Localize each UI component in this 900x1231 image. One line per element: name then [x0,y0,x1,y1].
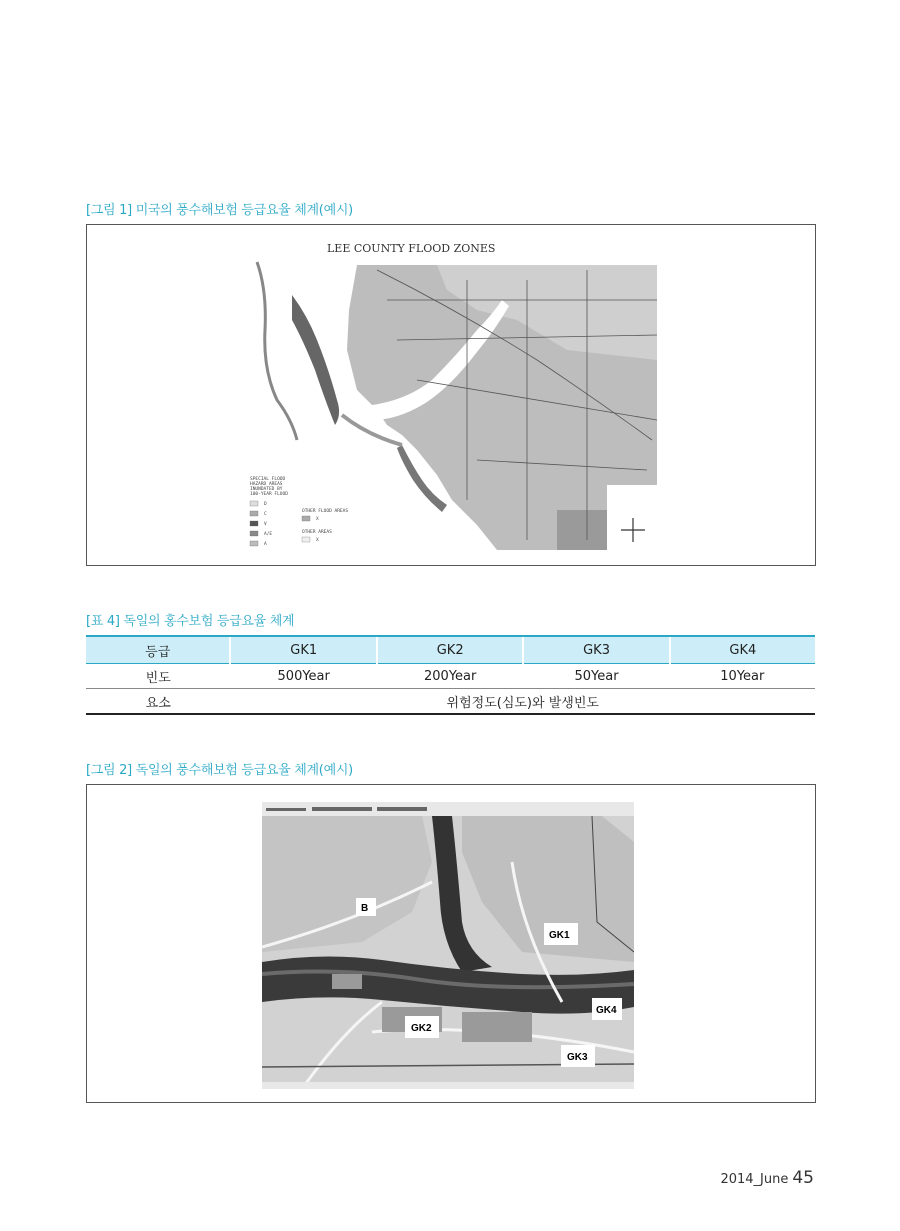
cell-gk3-frequency: 50Year [523,664,669,689]
row-label-factor: 요소 [86,689,230,715]
table-4-caption: [표 4] 독일의 홍수보험 등급요율 체계 [86,614,295,629]
germany-flood-zone-map [262,802,634,1089]
figure-2-frame [86,784,816,1103]
table-row [86,689,815,715]
flood-rating-table [86,635,815,715]
legend-heading-1: SPECIAL FLOOD [250,477,286,482]
header-gk1: GK1 [230,636,376,664]
header-gk2: GK2 [377,636,523,664]
cell-gk4-frequency: 10Year [670,664,815,689]
table-header-row [86,636,815,664]
zone-label-gk4: GK4 [596,1005,617,1016]
legend-item-v: V [264,522,267,527]
legend-other-flood-x: X [316,517,319,522]
zone-label-gk2: GK2 [411,1023,432,1034]
legend-item-a: A [264,542,267,547]
figure-1-caption: [그림 1] 미국의 풍수해보험 등급요율 체계(예시) [86,203,353,218]
header-gk3: GK3 [523,636,669,664]
cell-factor-value: 위험정도(심도)와 발생빈도 [230,689,815,715]
legend-other-areas: OTHER AREAS [302,530,332,535]
page-number: 45 [792,1168,814,1188]
zone-label-gk1: GK1 [549,930,570,941]
cell-gk2-frequency: 200Year [377,664,523,689]
row-label-frequency: 빈도 [86,664,230,689]
legend-other-flood: OTHER FLOOD AREAS [302,509,349,514]
legend-other-areas-x: X [316,538,319,543]
legend-item-ae: A/E [264,532,273,537]
figure-2-caption: [그림 2] 독일의 풍수해보험 등급요율 체계(예시) [86,763,353,778]
figure-1-frame [86,224,816,566]
cell-gk1-frequency: 500Year [230,664,376,689]
legend-heading-2: HAZARD AREAS [250,482,283,487]
legend-item-d: D [264,502,267,507]
legend-heading-4: 100-YEAR FLOOD [250,492,288,497]
lee-county-flood-map [237,240,662,550]
page-footer [720,1168,814,1188]
map-title: LEE COUNTY FLOOD ZONES [327,242,496,255]
issue-date: 2014_June [720,1172,789,1187]
legend-item-c: C [264,512,267,517]
zone-label-b: B [361,903,369,914]
header-grade: 등급 [86,636,230,664]
header-gk4: GK4 [670,636,815,664]
legend-heading-3: INUNDATED BY [250,487,283,492]
table-row [86,664,815,689]
zone-label-gk3: GK3 [567,1052,588,1063]
